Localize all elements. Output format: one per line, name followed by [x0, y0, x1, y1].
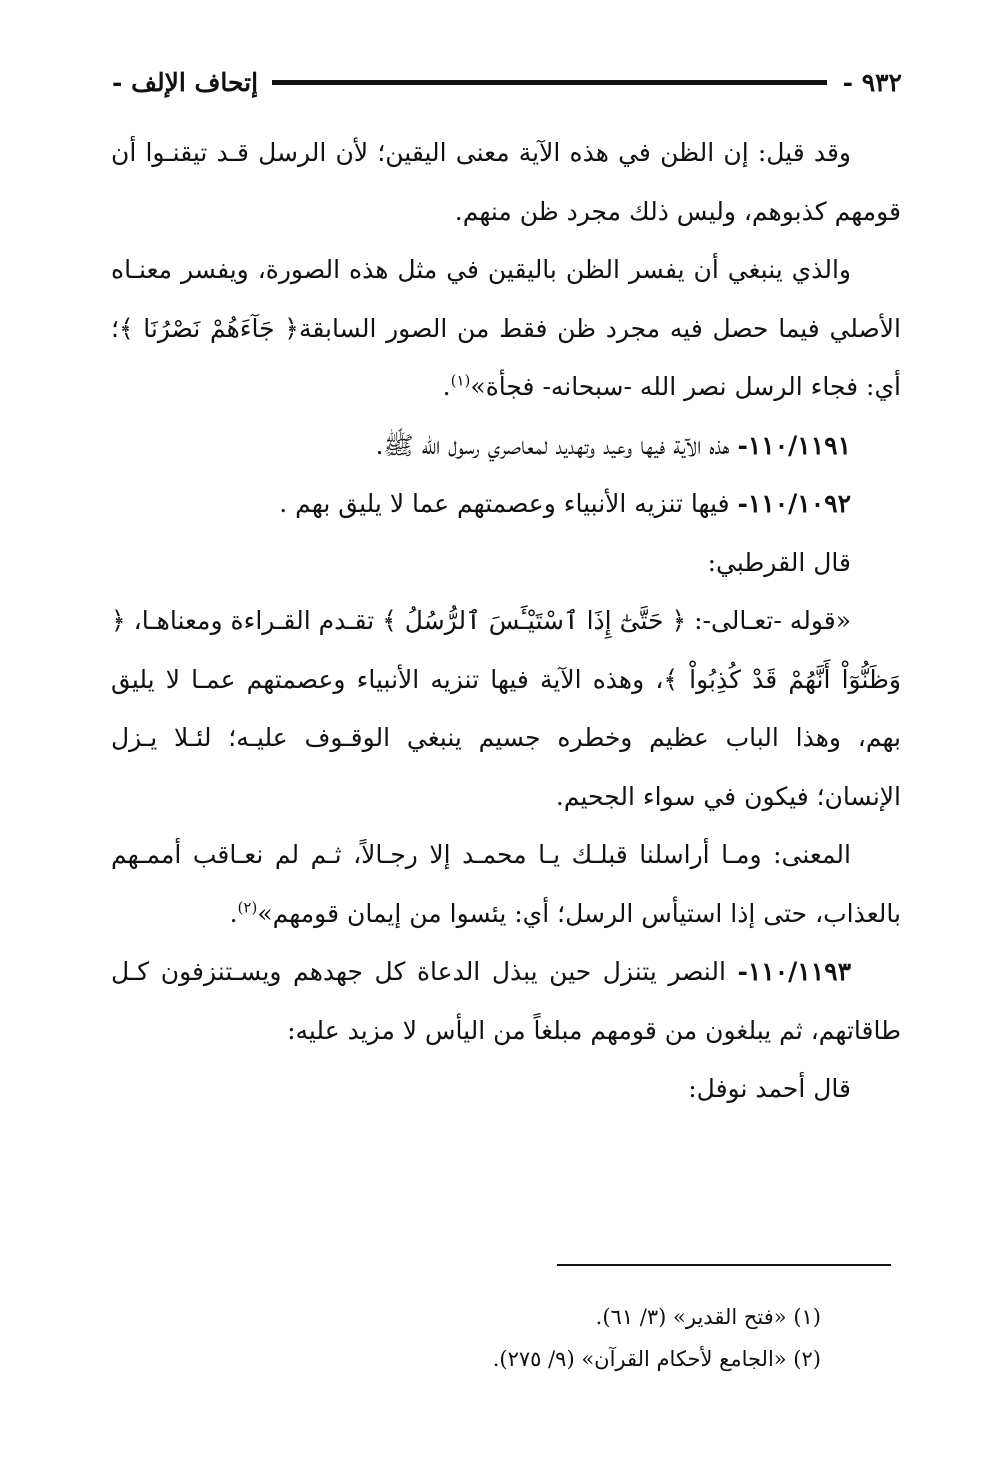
book-title [112, 68, 268, 97]
paragraph-meaning [111, 826, 901, 943]
paragraph-interpretation-end: . [442, 372, 451, 401]
item-1092-number: ١١٠/١٠٩٢- [737, 489, 851, 518]
paragraph-qurtubi-quote: «قوله -تعـالى-: ﴿ حَتَّىٰٓ إِذَا ٱسْتَيْـَٔسَ ٱلرُّسُلُ ﴾ تقـدم القـراءة ومعناهـا، ﴿ وَظَنُّوٓاْ أَنَّهُمْ قَدْ كُذِبُواْ ﴾، وهذه الآية فيها تنزيه الأنبياء وعصمتهم عمـا لا يليق بهم، وهذا الباب عظيم وخطره جسيم ينبغي الوقـوف عليـه؛ لئـلا يـزل الإنسان؛ فيكون في سواء الجحيم. [111, 606, 901, 811]
item-1191-number: ١١٠/١١٩١- [737, 430, 851, 460]
paragraph-meaning-end: . [229, 898, 238, 928]
item-1092-text: فيها تنزيه الأنبياء وعصمتهم عما لا يليق بهم . [279, 489, 738, 518]
paragraph-interpretation [111, 241, 901, 417]
nawfal-intro: قال أحمد نوفل: [688, 1074, 851, 1103]
item-1193-number: ١١٠/١١٩٣- [737, 957, 851, 986]
paragraph-certainty: وقد قيل: إن الظن في هذه الآية معنى اليقين؛ لأن الرسل قـد تيقنـوا أن قومهم كذبوهم، وليس ذلك مجرد ظن منهم. [111, 138, 901, 226]
footnote-1: (١) «فتح القدير» (٣/ ٦١). [595, 1305, 821, 1329]
footnotes [291, 1296, 891, 1380]
book-title-text: إتحاف الإلف [131, 67, 259, 97]
footnote-ref-1: (١) [450, 371, 471, 390]
page-number [831, 68, 902, 97]
footnote-ref-2: (٢) [237, 898, 258, 917]
item-1193 [111, 943, 901, 1060]
main-text [111, 124, 901, 1119]
paragraph-interpretation-text: والذي ينبغي أن يفسر الظن باليقين في مثل هذه الصورة، ويفسر معنـاه الأصلي فيما حصل فيه مجرد ظن فقط من الصور السابقة﴿ جَآءَهُمْ نَصْرُنَا ﴾؛ أي: فجاء الرسل نصر الله -سبحانه- فجأة» [111, 255, 901, 401]
qurtubi-intro: قال القرطبي: [707, 547, 851, 577]
footnote-2: (٢) «الجامع لأحكام القرآن» (٩/ ٢٧٥). [492, 1347, 821, 1371]
header-rule [272, 80, 827, 85]
page-header [112, 62, 902, 102]
header-dash-right: - [112, 67, 123, 97]
header-dash-left: - [842, 67, 853, 97]
item-1191 [111, 417, 901, 476]
item-1191-text: هذه الآية فيها وعيد وتهديد لمعاصري رسول الله ﷺ. [375, 430, 738, 460]
item-1193-text: النصر يتنزل حين يبذل الدعاة كل جهدهم ويسـتنزفون كـل طاقاتهم، ثم يبلغون من قومهم مبلغاً من اليأس لا مزيد عليه: [111, 957, 901, 1045]
item-1092 [111, 475, 901, 534]
footnote-separator [557, 1264, 891, 1266]
page-number-value: ٩٣٢ [861, 67, 902, 97]
paragraph-meaning-text: المعنى: ومـا أراسلنا قبلـك يـا محمـد إلا رجـالاً، ثـم لم نعـاقب أممـهم بالعذاب، حتى إذا استيأس الرسل؛ أي: يئسوا من إيمان قومهم» [111, 840, 901, 928]
